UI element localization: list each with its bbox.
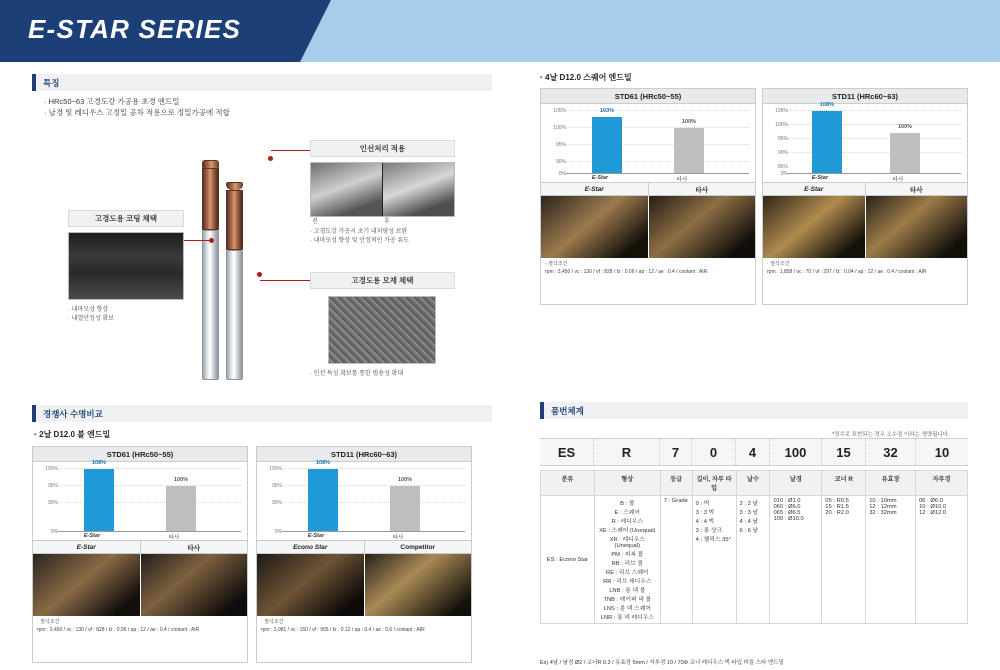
bar-chart [541, 104, 755, 182]
endmill-tip-ball [226, 182, 243, 190]
bar-label-competitor: 타사 [892, 177, 904, 183]
bar-label-competitor: 타사 [168, 535, 180, 541]
td-diameter: 010 : Ø1.0 060 : Ø6.0 065 : Ø6.5 100 : Ø10.0 [770, 496, 822, 624]
comparison-images [763, 196, 967, 258]
pn-seg-length: 0 [692, 439, 736, 465]
cutting-conditions [33, 616, 247, 636]
callout-line-base [260, 280, 312, 281]
life-comparison-subhead: ▪ 2날 D12.0 볼 엔드밀 [34, 429, 110, 440]
endmill-tip [202, 160, 219, 168]
x-axis [566, 173, 749, 174]
panel-title: STD61 (HRc50~55) [541, 89, 755, 104]
bar-estar: 108% [812, 111, 842, 173]
pn-seg-classification: ES [540, 439, 594, 465]
bar-estar: 108% [84, 469, 114, 531]
cmp-label-left: Econo Star [257, 541, 365, 553]
bar-competitor: 100% [390, 486, 420, 531]
th-grade: 등급 [660, 471, 692, 496]
y-axis-ticks: 105% 100% 95% 90% 85% 0% [775, 108, 788, 177]
life-comparison-header: 경쟁사 수명비교 [32, 405, 492, 422]
label-base-material: 고경도용 모재 채택 [310, 272, 455, 289]
page-title: E-STAR SERIES [28, 14, 242, 44]
comparison-header [33, 540, 247, 554]
cond-text: rpm : 3,450 / vc : 130 / vf : 828 / fz : 0.06 / ap : 12 / ae : 0.4 / coolant : AIR [37, 626, 200, 633]
endmill-shank [202, 230, 219, 380]
bar-label-estar: E-Star [83, 533, 101, 539]
endmill-flute [202, 168, 219, 230]
caption-edge-before: 전 [312, 219, 318, 225]
td-flute-length: 10 : 10mm 12 : 12mm 32 : 32mm [866, 496, 916, 624]
bar-competitor: 100% [166, 486, 196, 531]
td-grade: 7 : Grade [660, 496, 692, 624]
comparison-images [257, 554, 471, 616]
comparison-images [541, 196, 755, 258]
cond-title: · 절삭조건 [767, 261, 963, 269]
bullet-item: · HRc50~63 고경도강 가공용 초경 엔드밀 [44, 96, 464, 107]
td-classification: ES : Econo Star [541, 496, 595, 624]
bar-competitor: 100% [674, 128, 704, 173]
chart-panel-top-std61 [540, 88, 756, 305]
td-flutes: 2 : 2 날 3 : 3 날 4 : 4 날 6 : 6 날 [736, 496, 770, 624]
bar-estar: 103% [592, 117, 622, 173]
cmp-label-left: E-Star [33, 541, 141, 553]
cond-title: · 절삭조건 [37, 619, 243, 627]
y-axis-ticks: 100% 95% 90% 0% [269, 466, 282, 535]
cutting-conditions [541, 258, 755, 278]
photo-edge-before [311, 163, 382, 216]
cmp-label-right: 타사 [695, 186, 709, 194]
table-row [541, 496, 968, 624]
x-axis [788, 173, 961, 174]
part-number-code [540, 438, 968, 466]
pn-seg-flutes: 4 [736, 439, 770, 465]
photo-estar-wear [33, 554, 141, 616]
bar-chart [257, 462, 471, 540]
photo-estar-wear [541, 196, 649, 258]
label-edge-treatment: 인선처리 적용 [310, 140, 455, 157]
y-axis-ticks: 100% 95% 90% 0% [45, 466, 58, 535]
chart-panel-bottom-std11 [256, 446, 472, 663]
th-cornerR: 코너 R [822, 471, 866, 496]
cond-text: rpm : 1,858 / vc : 70 / vf : 297 / fz : 0.04 / ap : 12 / ae : 0.4 / coolant : AIR [767, 268, 927, 275]
cmp-label-left: E-Star [763, 183, 866, 195]
x-axis [58, 531, 241, 532]
label-coating: 고경도용 코팅 채택 [68, 210, 184, 227]
bar-chart [33, 462, 247, 540]
caption-base: · 인선 특성 확보를 통한 범용성 확대 [310, 370, 480, 379]
bar-label-estar: E-Star [591, 175, 609, 181]
bar-label-competitor: 타사 [392, 535, 404, 541]
th-flutes: 날수 [736, 471, 770, 496]
bar-label-estar: E-Star [307, 533, 325, 539]
bar-competitor: 100% [890, 133, 920, 173]
pn-seg-flute-length: 32 [866, 439, 916, 465]
bullet-item: · 날경 및 레디우스 고정밀 공차 적용으로 정밀가공에 적합 [44, 107, 464, 118]
th-shank: 자루경 [916, 471, 968, 496]
cmp-label-right: 타사 [187, 544, 201, 552]
comparison-header [257, 540, 471, 554]
cmp-label-left: E-Star [541, 183, 649, 195]
y-axis-ticks: 105% 100% 95% 90% 0% [553, 108, 566, 177]
comparison-header [541, 182, 755, 196]
photo-econostar-wear [257, 554, 365, 616]
pn-seg-shape: R [594, 439, 660, 465]
part-number-example: Ex) 4날 / 날경 Ø2 / 코너R 0.3 / 유효장 6mm / 자루경 10 / 70Φ 코너 레디우스 벅 타입 미들 스타 엔드밀 [540, 660, 784, 666]
part-number-table [540, 470, 968, 624]
chart-panel-top-std11 [762, 88, 968, 305]
panel-title: STD11 (HRc60~63) [257, 447, 471, 462]
page-banner [0, 0, 1000, 62]
caption-edge: · 고경도강 가공시 초기 내치핑성 보완 · 내마모성 향상 및 안정적인 가공 유도 [310, 228, 470, 246]
pn-seg-diameter: 100 [770, 439, 822, 465]
td-shape: B : 볼 E : 스퀘어 R : 레디우스 XE : 스퀘어 (Unequal) XR : 레디우스 (Unequal) PM : 피복 볼 RB : 리브 볼 RE : 리브 스퀘어 RR : 리브 레디우스 LNB : 롱 넥 볼 TNB : 테이퍼 넥 볼 LNS : 롱 넥 스퀘어 LNR : 롱 넥 레디우스 [594, 496, 660, 624]
cmp-label-right: 타사 [909, 186, 923, 194]
endmill-shank [226, 250, 243, 380]
th-shape: 형상 [594, 471, 660, 496]
cutting-conditions [763, 258, 967, 278]
endmill-flute [226, 190, 243, 250]
photo-competitor-wear [141, 554, 248, 616]
part-number-note: *정수로 표현되는 경우 소수점 이하는 생략됩니다. [832, 432, 950, 438]
photo-edge-pair [310, 162, 455, 217]
th-length: 길이, 자루 타입 [692, 471, 736, 496]
photo-competitor-wear [866, 196, 968, 258]
photo-estar-wear [763, 196, 866, 258]
chart-panel-bottom-std61 [32, 446, 248, 663]
panel-title: STD11 (HRc60~63) [763, 89, 967, 104]
caption-edge-after: 후 [384, 219, 390, 225]
td-shank: 06 : Ø6.0 10 : Ø10.0 12 : Ø12.0 [916, 496, 968, 624]
endmill-illustration [196, 160, 256, 385]
cutting-conditions [257, 616, 471, 636]
caption-coating: · 내마모성 향상 · 내열안정성 확보 [68, 306, 188, 324]
td-cornerR: 05 : R0.5 15 : R1.5 20 : R2.0 [822, 496, 866, 624]
td-length: 0 : 벅 3 : 3 벅 4 : 4 벅 3 : 롱 샹크 4 : 헬릭스 35° [692, 496, 736, 624]
th-classification: 분류 [541, 471, 595, 496]
th-diameter: 날경 [770, 471, 822, 496]
comparison-header [763, 182, 967, 196]
x-axis [282, 531, 465, 532]
features-section-header: 특징 [32, 74, 492, 91]
part-number-header: 품번체계 [540, 402, 968, 419]
th-flute-length: 유효장 [866, 471, 916, 496]
callout-dot-edge [268, 156, 273, 161]
photo-edge-after [383, 163, 454, 216]
bar-label-estar: E-Star [811, 175, 829, 181]
right-subhead: ▪ 4날 D12.0 스퀘어 엔드밀 [540, 72, 632, 83]
table-header-row [541, 471, 968, 496]
pn-seg-shank: 10 [934, 444, 950, 460]
cond-text: rpm : 3,981 / vc : 150 / vf : 955 / fz : 0.12 / ap : 0.4 / ae : 0.6 / coolant : AIR [261, 626, 425, 633]
photo-base-material [328, 296, 436, 364]
photo-coating [68, 232, 184, 300]
cmp-label-right: Competitor [400, 543, 436, 551]
callout-dot-base [257, 272, 262, 277]
comparison-images [33, 554, 247, 616]
cond-title: · 절삭조건 [261, 619, 467, 627]
bar-label-competitor: 타사 [676, 177, 688, 183]
bar-estar: 108% [308, 469, 338, 531]
panel-title: STD61 (HRc50~55) [33, 447, 247, 462]
photo-competitor-wear [649, 196, 756, 258]
pn-seg-grade: 7 [660, 439, 692, 465]
cond-title: · 절삭조건 [545, 261, 751, 269]
features-bullet-list [44, 96, 464, 118]
photo-competitor-wear [365, 554, 472, 616]
bar-chart [763, 104, 967, 182]
pn-seg-cornerR: 15 [822, 439, 866, 465]
cond-text: rpm : 3,450 / vc : 130 / vf : 828 / fz : 0.06 / ap : 12 / ae : 0.4 / coolant : AIR [545, 268, 708, 275]
callout-line-edge [271, 150, 313, 151]
